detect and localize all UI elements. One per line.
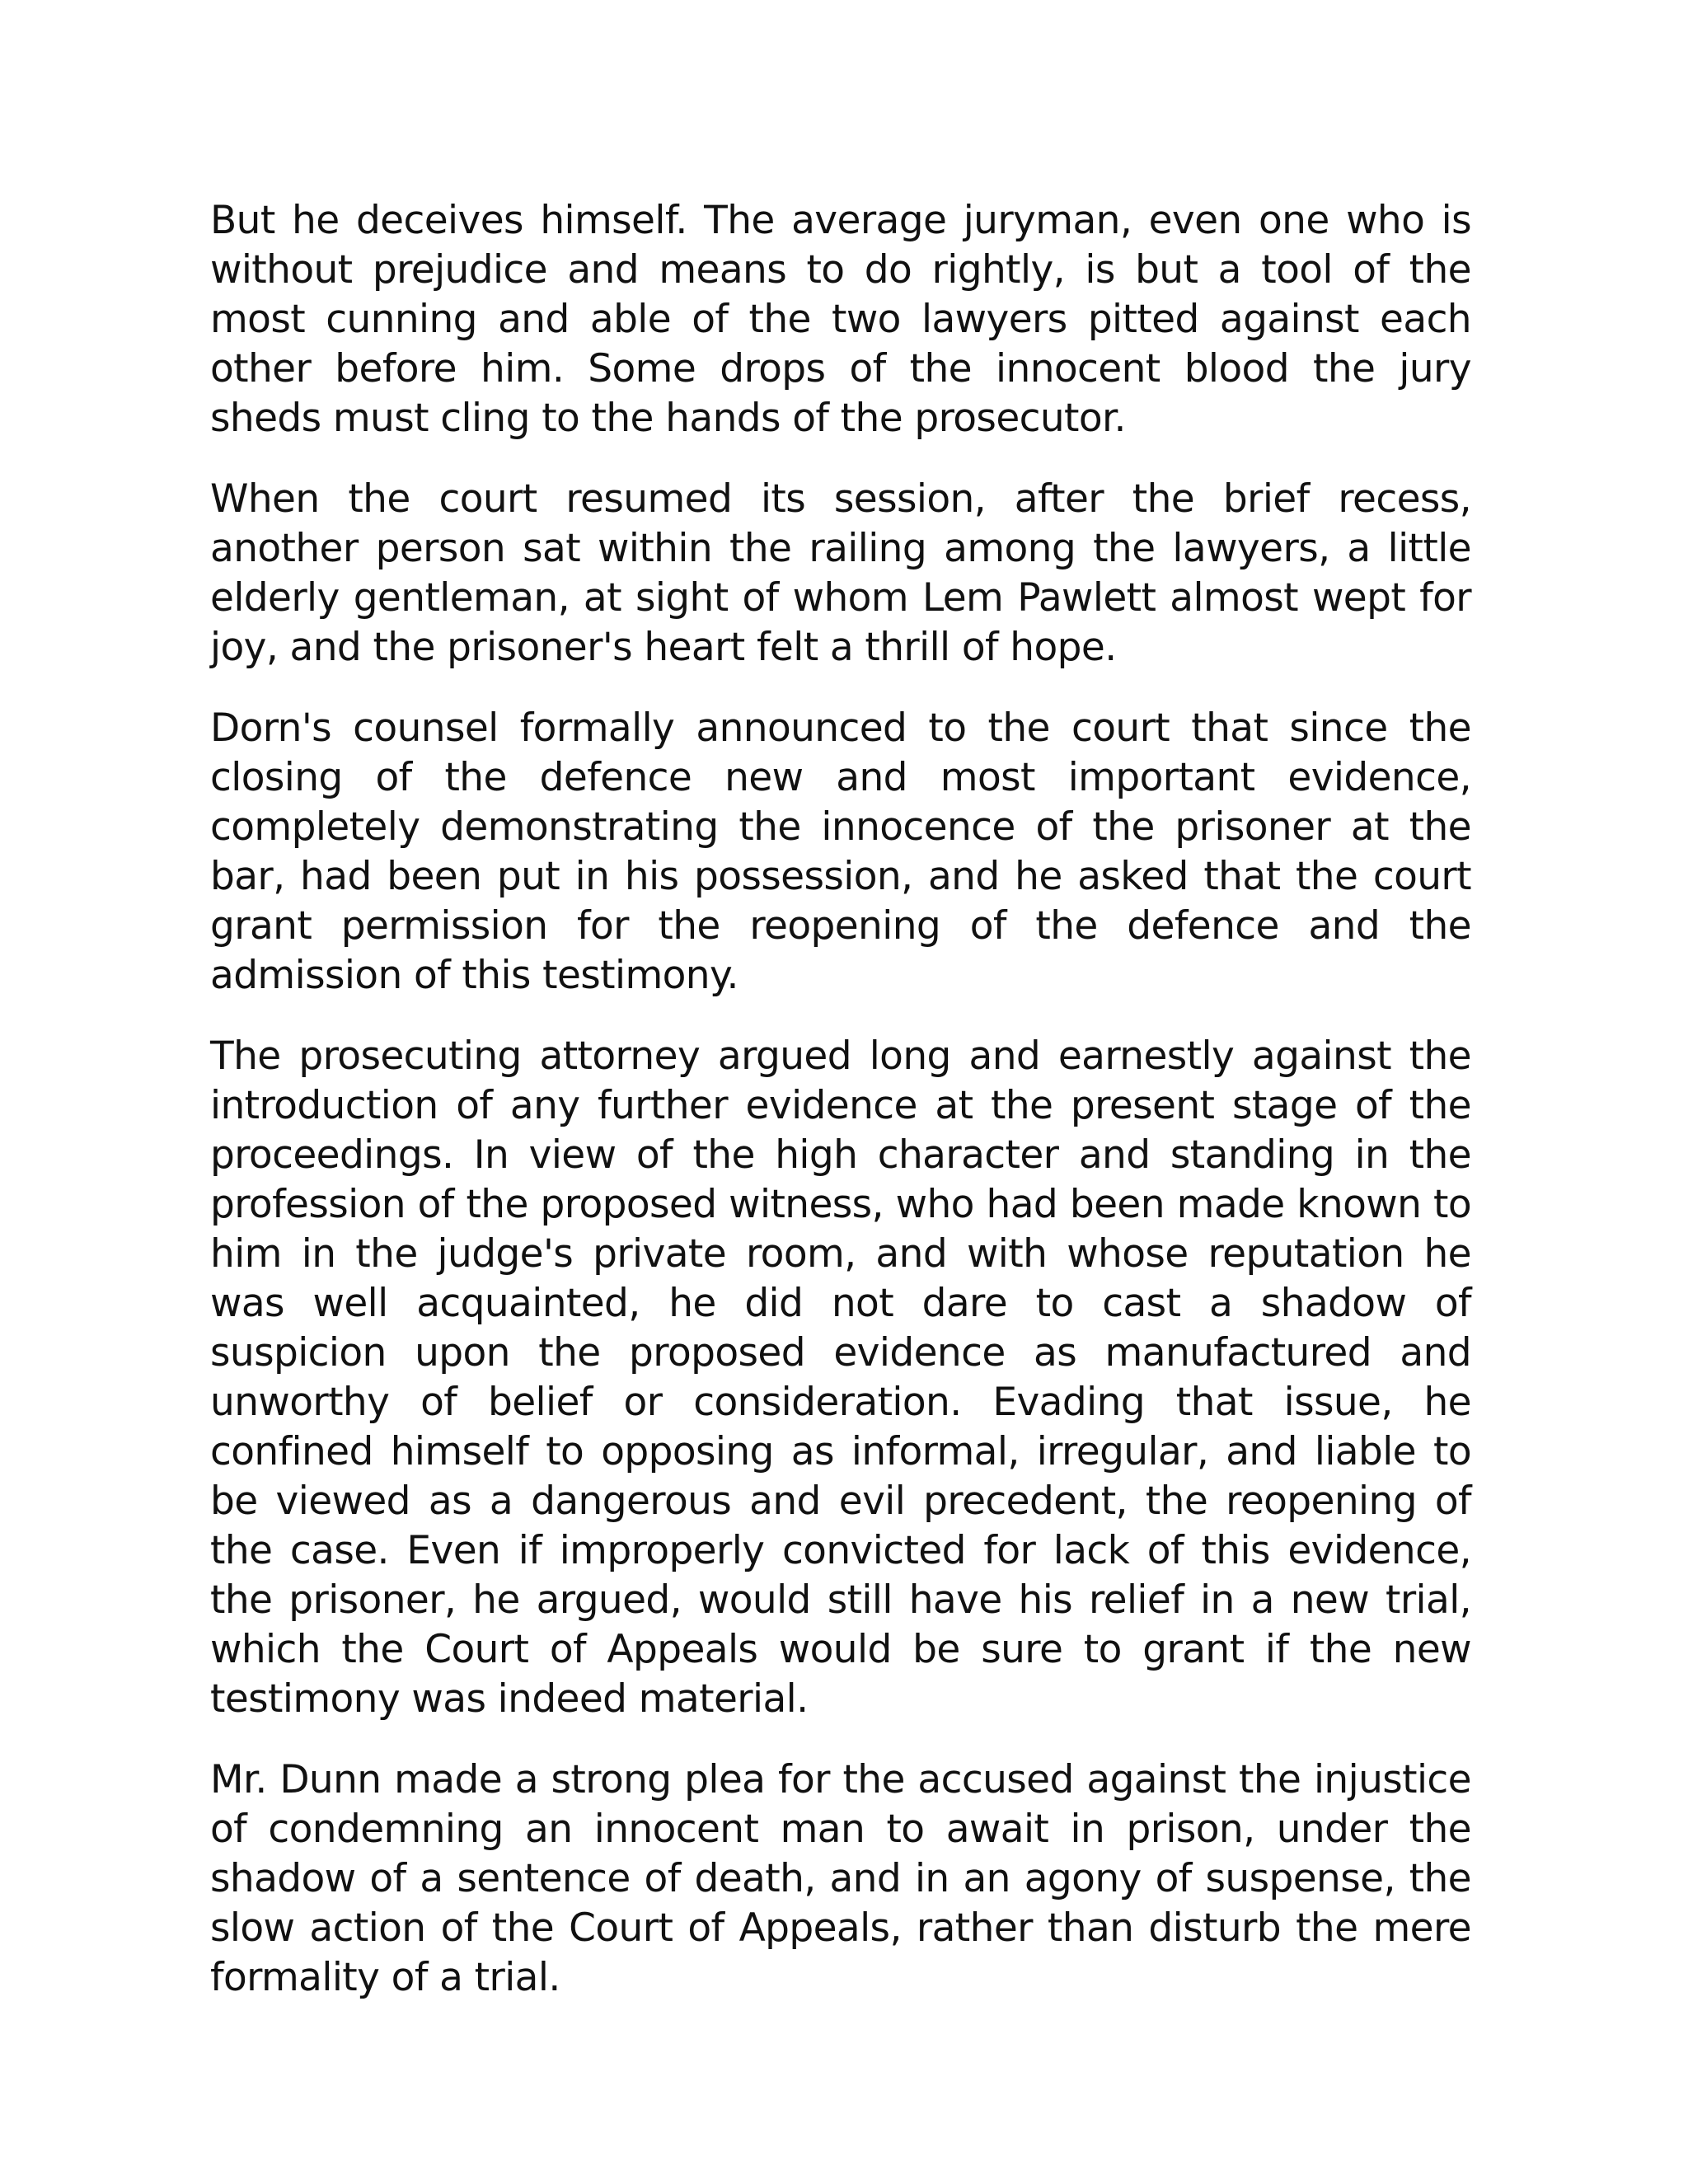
paragraph-4: The prosecuting attorney argued long and earnestly against the introduction of any further evidence at the present stage of the proceedings. In view of the high character and standing in the profession of the proposed witness, who had been made known to him in the judge's private room, and with whose reputation he was well acquainted, he did not dare to cast a shadow of suspicion upon the proposed evidence as manufactured and unworthy of belief or consideration. Evading that issue, he confined himself to opposing as informal, irregular, and liable to be viewed as a dangerous and evil precedent, the reopening of the case. Even if improperly convicted for lack of this evidence, the prisoner, he argued, would still have his relief in a new trial, which the Court of Appeals would be sure to grant if the new testimony was indeed material. — [210, 1033, 1471, 1722]
paragraph-2: When the court resumed its session, after the brief recess, another person sat within the railing among the lawyers, a little elderly gentleman, at sight of whom Lem Pawlett almost wept for joy, and the prisoner's heart felt a thrill of hope. — [210, 476, 1471, 670]
paragraph-3: Dorn's counsel formally announced to the court that since the closing of the defence new and most important evidence, completely demonstrating the innocence of the prisoner at the bar, had been put in his possession, and he asked that the court grant permission for the reopening of the defence and the admission of this testimony. — [210, 705, 1471, 998]
paragraph-1: But he deceives himself. The average juryman, even one who is without prejudice and means to do rightly, is but a tool of the most cunning and able of the two lawyers pitted against each other before him. Some drops of the innocent blood the jury sheds must cling to the hands of the prosecutor. — [210, 198, 1471, 441]
document-page — [210, 196, 1471, 2034]
paragraph-5: Mr. Dunn made a strong plea for the accused against the injustice of condemning an innocent man to await in prison, under the shadow of a sentence of death, and in an agony of suspense, the slow action of the Court of Appeals, rather than disturb the mere formality of a trial. — [210, 1757, 1471, 2000]
